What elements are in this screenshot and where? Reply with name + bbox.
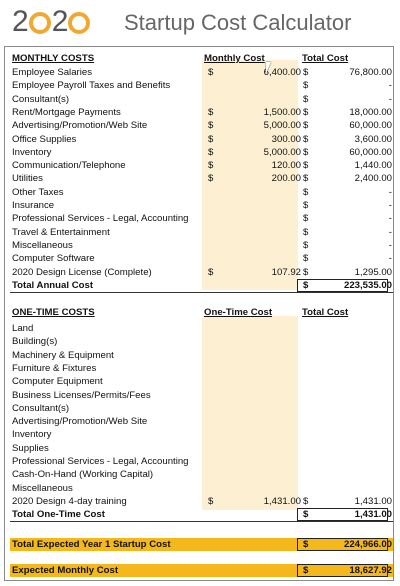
table-row[interactable]	[10, 172, 393, 185]
total-box	[297, 279, 388, 292]
table-row[interactable]	[10, 468, 393, 481]
total-cost-cell: 60,000.00	[349, 120, 392, 132]
cost-label: Cash-On-Hand (Working Capital)	[12, 469, 154, 481]
page-title: Startup Cost Calculator	[124, 10, 352, 35]
monthly-cost-cell[interactable]: 120.00	[271, 160, 301, 172]
cost-label: Computer Equipment	[12, 376, 103, 388]
table-row[interactable]	[10, 455, 393, 468]
table-row[interactable]	[10, 402, 393, 415]
table-row[interactable]	[10, 428, 393, 441]
cost-label: Professional Services - Legal, Accounting	[12, 213, 189, 225]
column-header-monthly: Monthly Cost	[204, 53, 265, 64]
table-row[interactable]	[10, 252, 393, 265]
currency-symbol: $	[303, 509, 309, 521]
summary-value: 18,627.92	[349, 565, 392, 576]
currency-symbol: $	[303, 565, 309, 576]
cost-label: Utilities	[12, 173, 43, 185]
total-value: 223,535.00	[343, 279, 392, 291]
total-cost-cell: -	[388, 80, 392, 92]
monthly-cost-cell[interactable]: 5,000.00	[263, 146, 301, 158]
cost-label: Insurance	[12, 200, 55, 211]
cost-label: Building(s)	[12, 336, 58, 348]
summary-label: Total Expected Year 1 Startup Cost	[12, 539, 171, 550]
currency-symbol: $	[208, 120, 214, 132]
currency-symbol: $	[303, 120, 309, 132]
currency-symbol: $	[303, 279, 309, 291]
currency-symbol: $	[303, 80, 309, 92]
cost-label: Advertising/Promotion/Web Site	[12, 120, 148, 132]
total-box	[297, 564, 388, 577]
total-label: Total Annual Cost	[12, 279, 94, 291]
table-row[interactable]	[10, 239, 393, 252]
table-row[interactable]	[10, 266, 393, 279]
table-row[interactable]	[10, 349, 393, 362]
table-row[interactable]	[10, 79, 393, 92]
cost-label: Land	[12, 323, 34, 334]
total-cost-cell: -	[388, 213, 392, 225]
table-row[interactable]	[10, 415, 393, 428]
currency-symbol: $	[208, 146, 214, 158]
cost-label: Miscellaneous	[12, 482, 73, 494]
monthly-cost-cell[interactable]: 6,400.00	[263, 67, 301, 78]
monthly-cost-cell[interactable]: 5,000.00	[263, 120, 301, 132]
table-row[interactable]	[10, 199, 393, 212]
cost-label: Furniture & Fixtures	[12, 362, 97, 374]
section-divider	[10, 292, 393, 293]
onetime-header-row[interactable]	[10, 306, 393, 319]
currency-symbol: $	[303, 173, 309, 185]
currency-symbol: $	[303, 539, 309, 550]
total-label: Total One-Time Cost	[12, 509, 105, 521]
currency-symbol: $	[303, 93, 309, 105]
monthly-cost-cell[interactable]: 1,500.00	[263, 106, 301, 118]
total-cost-cell: -	[388, 239, 392, 251]
currency-symbol: $	[303, 226, 309, 238]
column-header-onetime: One-Time Cost	[204, 307, 273, 318]
onetime-cost-cell[interactable]: 1,431.00	[263, 495, 301, 507]
currency-symbol: $	[208, 160, 214, 172]
brand-logo: 2 2	[12, 2, 91, 42]
total-value: 1,431.00	[354, 509, 392, 521]
table-row[interactable]	[10, 335, 393, 348]
monthly-cost-cell[interactable]: 300.00	[271, 133, 301, 145]
table-row[interactable]	[10, 133, 393, 146]
cost-label: Business Licenses/Permits/Fees	[12, 389, 151, 401]
currency-symbol: $	[208, 67, 214, 78]
currency-symbol: $	[208, 133, 214, 145]
cost-label: Employee Payroll Taxes and Benefits	[12, 80, 171, 92]
summary-label: Expected Monthly Cost	[12, 565, 119, 576]
cost-label: Inventory	[12, 429, 52, 441]
cost-label: 2020 Design License (Complete)	[12, 266, 152, 278]
section-divider	[10, 521, 393, 522]
currency-symbol: $	[303, 160, 309, 172]
cost-label: Computer Software	[12, 253, 95, 265]
currency-symbol: $	[303, 239, 309, 251]
spreadsheet	[4, 46, 394, 581]
logo-ring-icon	[29, 12, 51, 34]
cost-label: Office Supplies	[12, 133, 77, 145]
table-row[interactable]	[10, 482, 393, 495]
currency-symbol: $	[303, 106, 309, 118]
cost-label: Communication/Telephone	[12, 160, 126, 172]
cost-label: Miscellaneous	[12, 239, 73, 251]
total-cost-cell: 2,400.00	[354, 173, 392, 185]
cost-label: 2020 Design 4-day training	[12, 495, 127, 507]
cost-label: Consultant(s)	[12, 402, 70, 414]
cost-label: Other Taxes	[12, 186, 64, 198]
currency-symbol: $	[303, 266, 309, 278]
currency-symbol: $	[303, 146, 309, 158]
currency-symbol: $	[208, 173, 214, 185]
currency-symbol: $	[208, 266, 214, 278]
table-row[interactable]	[10, 322, 393, 335]
total-cost-cell: 76,800.00	[349, 67, 392, 78]
summary-value: 224,966.00	[343, 539, 392, 550]
table-row[interactable]	[10, 389, 393, 402]
currency-symbol: $	[208, 495, 214, 507]
section-heading: ONE-TIME COSTS	[12, 307, 95, 318]
cost-label: Professional Services - Legal, Accounting	[12, 456, 189, 467]
cost-label: Employee Salaries	[12, 67, 92, 78]
total-cost-cell: 1,295.00	[354, 266, 392, 278]
column-header-total: Total Cost	[302, 307, 349, 318]
total-cost-cell: -	[388, 253, 392, 265]
cost-label: Consultant(s)	[12, 93, 70, 105]
total-box	[297, 538, 388, 551]
total-cost-cell: 1,440.00	[354, 160, 392, 172]
table-row[interactable]	[10, 146, 393, 159]
cost-label: Travel & Entertainment	[12, 226, 110, 238]
table-row[interactable]	[10, 212, 393, 225]
cost-label: Advertising/Promotion/Web Site	[12, 416, 148, 428]
total-cost-cell: -	[388, 200, 392, 211]
column-header-total: Total Cost	[302, 53, 349, 64]
total-cost-cell: 18,000.00	[349, 106, 392, 118]
total-cost-cell: -	[388, 93, 392, 105]
total-cost-cell: -	[388, 186, 392, 198]
table-row[interactable]	[10, 119, 393, 132]
cost-label: Rent/Mortgage Payments	[12, 106, 121, 118]
monthly-cost-cell[interactable]: 200.00	[271, 173, 301, 185]
table-row[interactable]	[10, 442, 393, 455]
table-row[interactable]	[10, 93, 393, 106]
section-heading: MONTHLY COSTS	[12, 53, 95, 64]
total-cost-cell: 60,000.00	[349, 146, 392, 158]
cost-label: Supplies	[12, 442, 49, 454]
table-row[interactable]	[10, 375, 393, 388]
currency-symbol: $	[303, 495, 309, 507]
table-row[interactable]	[10, 66, 393, 79]
currency-symbol: $	[303, 253, 309, 265]
currency-symbol: $	[303, 213, 309, 225]
cost-label: Inventory	[12, 146, 52, 158]
currency-symbol: $	[303, 133, 309, 145]
total-box	[297, 508, 388, 521]
monthly-cost-cell[interactable]: 107.92	[271, 266, 301, 278]
total-cost-cell: -	[388, 226, 392, 238]
currency-symbol: $	[303, 186, 309, 198]
table-row[interactable]	[10, 106, 393, 119]
currency-symbol: $	[303, 67, 309, 78]
currency-symbol: $	[208, 106, 214, 118]
table-row[interactable]	[10, 226, 393, 239]
table-row[interactable]	[10, 362, 393, 375]
cost-label: Machinery & Equipment	[12, 349, 114, 361]
app-header	[0, 0, 400, 44]
table-row[interactable]	[10, 186, 393, 199]
total-cost-cell: 3,600.00	[354, 133, 392, 145]
currency-symbol: $	[303, 200, 309, 211]
mouse-cursor-icon	[266, 62, 276, 74]
total-cost-cell: 1,431.00	[354, 495, 392, 507]
table-row[interactable]	[10, 159, 393, 172]
logo-ring-icon	[68, 12, 90, 34]
monthly-header-row[interactable]	[10, 52, 393, 65]
table-row[interactable]	[10, 495, 393, 508]
